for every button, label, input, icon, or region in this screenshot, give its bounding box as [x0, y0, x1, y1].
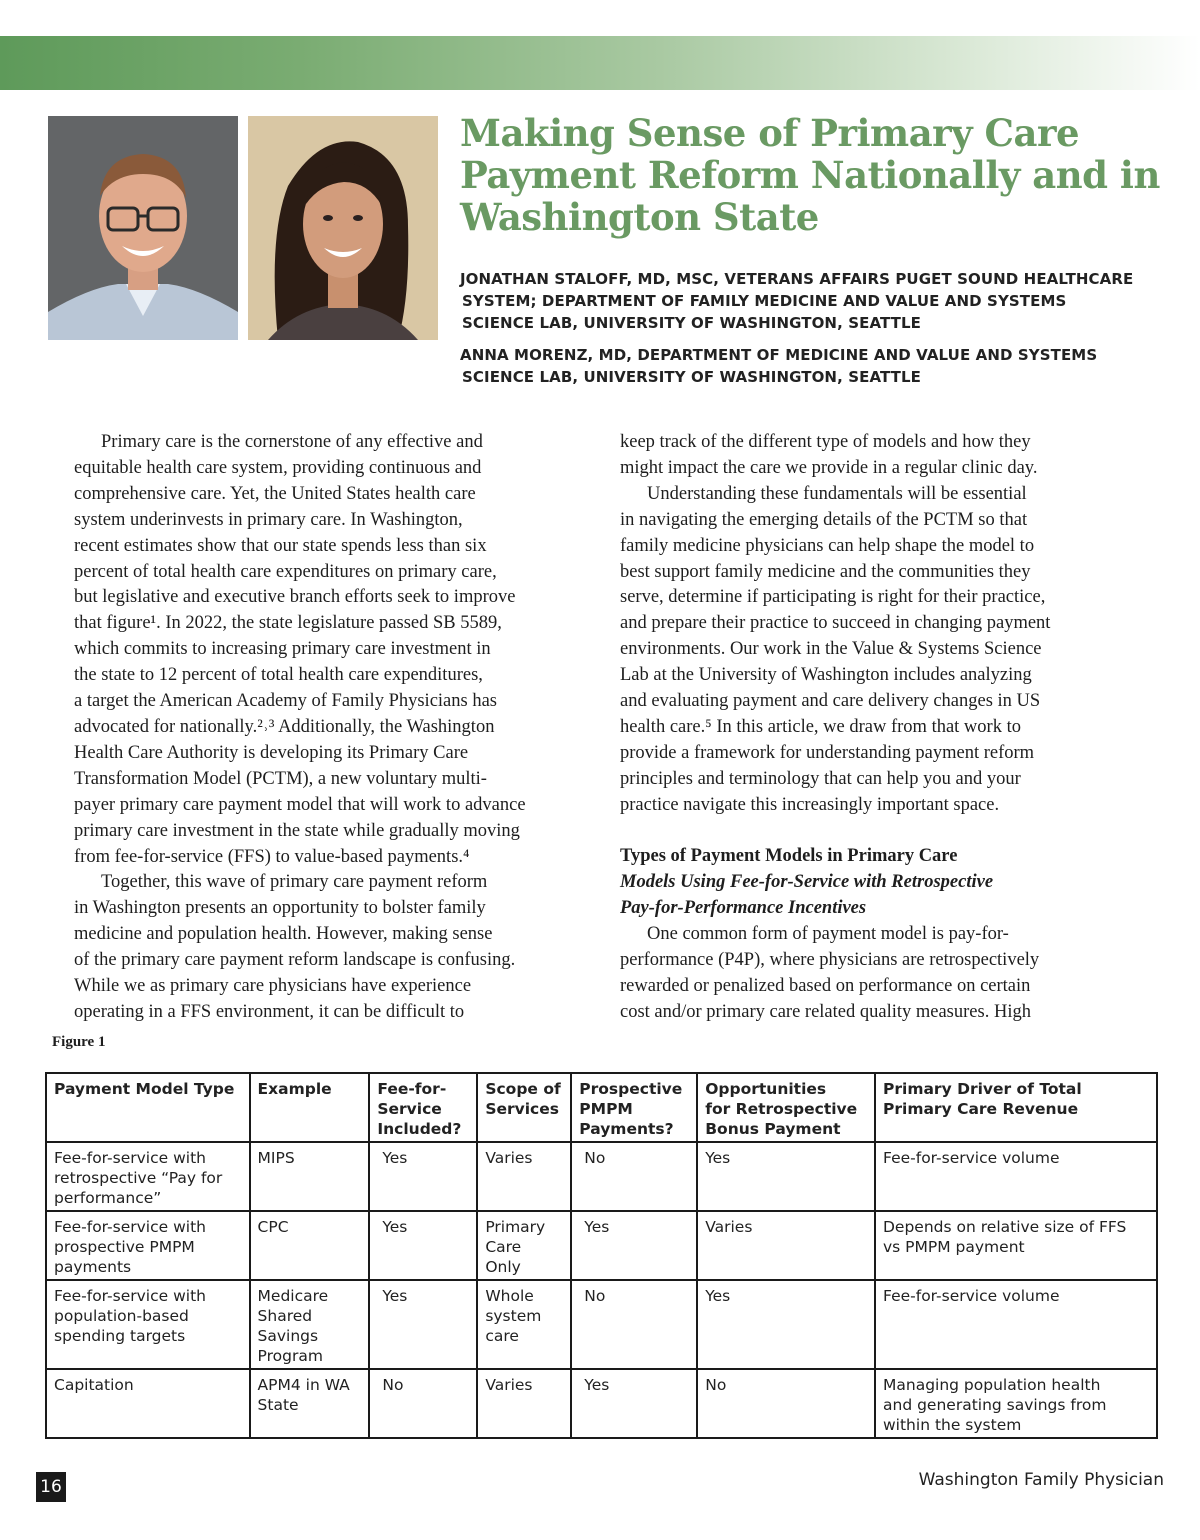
table-cell: No: [571, 1142, 697, 1211]
table-row: [46, 1211, 1157, 1280]
table-row: [46, 1142, 1157, 1211]
table-cell: Fee-for-service volume: [875, 1142, 1157, 1211]
title-line: Payment Reform Nationally and in: [460, 153, 1160, 197]
table-header-row: [46, 1073, 1157, 1142]
author-photo-morenz: [248, 116, 438, 340]
title-line: Making Sense of Primary Care: [460, 111, 1079, 155]
text-line: While we as primary care physicians have experience: [74, 976, 472, 997]
table-cell: Fee-for-service with population-based spending targets: [46, 1280, 250, 1369]
section-heading: Types of Payment Models in Primary Care: [620, 846, 958, 867]
column-header: Primary Driver of Total Primary Care Revenue: [875, 1073, 1157, 1142]
text-line: which commits to increasing primary care investment in: [74, 639, 491, 660]
text-line: practice navigate this increasingly important space.: [620, 794, 1000, 815]
text-line: equitable health care system, providing continuous and: [74, 457, 482, 478]
payment-model-table: [45, 1072, 1158, 1439]
byline-line: ANNA MORENZ, MD, DEPARTMENT OF MEDICINE AND VALUE AND SYSTEMS: [460, 346, 1098, 364]
byline-line: SCIENCE LAB, UNIVERSITY OF WASHINGTON, SEATTLE: [462, 368, 922, 386]
text-line: family medicine physicians can help shape the model to: [620, 535, 1035, 556]
byline-line: SCIENCE LAB, UNIVERSITY OF WASHINGTON, SEATTLE: [462, 314, 922, 332]
text-line: a target the American Academy of Family Physicians has: [74, 691, 497, 712]
table-cell: Yes: [571, 1211, 697, 1280]
text-line: might impact the care we provide in a regular clinic day.: [620, 457, 1038, 478]
paragraph: [620, 430, 1130, 482]
text-line: system underinvests in primary care. In Washington,: [74, 509, 463, 530]
table-cell: Yes: [697, 1280, 875, 1369]
header-color-band: [0, 36, 1200, 90]
text-line: Together, this wave of primary care payment reform: [101, 872, 488, 893]
text-line: cost and/or primary care related quality measures. High: [620, 1001, 1031, 1022]
table-cell: No: [571, 1280, 697, 1369]
section-subheading: Pay-for-Performance Incentives: [620, 898, 867, 919]
text-line: payer primary care payment model that will work to advance: [74, 794, 526, 815]
column-header: Payment Model Type: [46, 1073, 250, 1142]
text-line: and evaluating payment and care delivery changes in US: [620, 691, 1041, 712]
text-line: keep track of the different type of models and how they: [620, 432, 1031, 452]
author-byline-staloff: [460, 268, 1180, 334]
section-subheading: Models Using Fee-for-Service with Retrospective: [620, 872, 994, 893]
article-title: [460, 112, 1160, 238]
column-header: Prospective PMPM Payments?: [571, 1073, 697, 1142]
paragraph: [620, 482, 1130, 819]
body-column-left: [74, 430, 584, 1026]
text-line: medicine and population health. However, making sense: [74, 924, 493, 945]
body-column-right: [620, 430, 1130, 1026]
title-line: Washington State: [460, 195, 819, 239]
paragraph: [74, 870, 584, 1025]
text-line: One common form of payment model is pay-for-: [647, 924, 1009, 945]
table-cell: Yes: [369, 1211, 477, 1280]
column-header: Opportunities for Retrospective Bonus Payment: [697, 1073, 875, 1142]
table-cell: Capitation: [46, 1369, 250, 1438]
table-cell: MIPS: [250, 1142, 370, 1211]
table-cell: CPC: [250, 1211, 370, 1280]
text-line: the state to 12 percent of total health care expenditures,: [74, 665, 483, 686]
author-byline-morenz: [460, 344, 1180, 388]
text-line: primary care investment in the state while gradually moving: [74, 820, 520, 841]
table-cell: No: [697, 1369, 875, 1438]
paragraph: [620, 922, 1130, 1026]
text-line: operating in a FFS environment, it can be difficult to: [74, 1001, 465, 1022]
text-line: Transformation Model (PCTM), a new voluntary multi-: [74, 768, 487, 789]
text-line: comprehensive care. Yet, the United States health care: [74, 483, 476, 504]
table-cell: Whole system care: [477, 1280, 571, 1369]
byline-line: SYSTEM; DEPARTMENT OF FAMILY MEDICINE AND VALUE AND SYSTEMS: [462, 292, 1067, 310]
table-cell: Yes: [697, 1142, 875, 1211]
table-cell: No: [369, 1369, 477, 1438]
byline-line: JONATHAN STALOFF, MD, MSC, VETERANS AFFAIRS PUGET SOUND HEALTHCARE: [460, 270, 1134, 288]
text-line: in navigating the emerging details of the PCTM so that: [620, 509, 1028, 530]
table-cell: Varies: [697, 1211, 875, 1280]
author-photo-staloff: [48, 116, 238, 340]
text-line: in Washington presents an opportunity to bolster family: [74, 898, 486, 919]
column-header: Scope of Services: [477, 1073, 571, 1142]
text-line: advocated for nationally.²˒³ Additionally, the Washington: [74, 716, 495, 737]
text-line: best support family medicine and the communities they: [620, 561, 1031, 582]
table-cell: Varies: [477, 1369, 571, 1438]
table-cell: Yes: [571, 1369, 697, 1438]
table-row: [46, 1369, 1157, 1438]
table-cell: Medicare Shared Savings Program: [250, 1280, 370, 1369]
text-line: that figure¹. In 2022, the state legislature passed SB 5589,: [74, 613, 502, 634]
table-cell: Depends on relative size of FFS vs PMPM payment: [875, 1211, 1157, 1280]
paragraph-gap: [620, 819, 1130, 845]
text-line: Primary care is the cornerstone of any effective and: [101, 432, 483, 452]
table-cell: Yes: [369, 1142, 477, 1211]
text-line: Health Care Authority is developing its Primary Care: [74, 742, 469, 763]
publication-title: Washington Family Physician: [918, 1470, 1164, 1490]
table-cell: Managing population health and generating savings from within the system: [875, 1369, 1157, 1438]
text-line: but legislative and executive branch efforts seek to improve: [74, 587, 516, 608]
table-cell: APM4 in WA State: [250, 1369, 370, 1438]
table-cell: Fee-for-service with retrospective “Pay for performance”: [46, 1142, 250, 1211]
text-line: health care.⁵ In this article, we draw from that work to: [620, 716, 1021, 737]
table-row: [46, 1280, 1157, 1369]
figure-label: Figure 1: [52, 1034, 106, 1050]
table-cell: Primary Care Only: [477, 1211, 571, 1280]
column-header: Fee-for- Service Included?: [369, 1073, 477, 1142]
text-line: performance (P4P), where physicians are retrospectively: [620, 950, 1040, 971]
table-cell: Fee-for-service with prospective PMPM payments: [46, 1211, 250, 1280]
text-line: rewarded or penalized based on performance on certain: [620, 976, 1031, 997]
table-cell: Varies: [477, 1142, 571, 1211]
text-line: principles and terminology that can help you and your: [620, 768, 1021, 789]
page-number: 16: [36, 1472, 66, 1502]
text-line: serve, determine if participating is right for their practice,: [620, 587, 1046, 608]
text-line: Understanding these fundamentals will be essential: [647, 483, 1027, 504]
text-line: Lab at the University of Washington includes analyzing: [620, 665, 1032, 686]
table-cell: Yes: [369, 1280, 477, 1369]
text-line: percent of total health care expenditures on primary care,: [74, 561, 497, 582]
column-header: Example: [250, 1073, 370, 1142]
text-line: environments. Our work in the Value & Systems Science: [620, 639, 1042, 660]
text-line: and prepare their practice to succeed in changing payment: [620, 613, 1051, 634]
table-cell: Fee-for-service volume: [875, 1280, 1157, 1369]
text-line: from fee-for-service (FFS) to value-based payments.⁴: [74, 846, 470, 867]
text-line: provide a framework for understanding payment reform: [620, 742, 1035, 763]
paragraph: [74, 430, 584, 870]
text-line: recent estimates show that our state spends less than six: [74, 535, 487, 556]
text-line: of the primary care payment reform landscape is confusing.: [74, 950, 516, 971]
